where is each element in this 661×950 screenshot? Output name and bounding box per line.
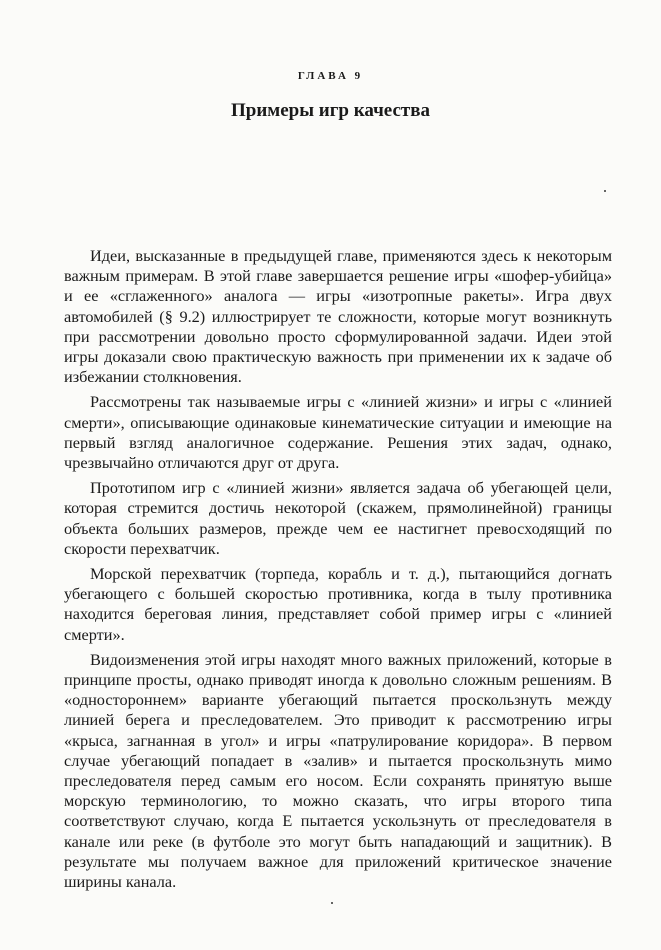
chapter-label: ГЛАВА 9 — [297, 70, 364, 82]
speck-mark — [604, 190, 606, 192]
paragraph: Рассмотрены так называемые игры с «линией жизни» и игры с «линией смерти», описывающие одинаковые кинематические ситуации и имеющие на первый взгляд аналогичное содержание. Решения этих задач, однако, чрезвычайно отличаются друг от друга. — [64, 392, 612, 473]
paragraph: Прототипом игр с «линией жизни» является задача об убегающей цели, которая стремится достичь некоторой (скажем, прямолинейной) границы объекта больших размеров, прежде чем ее настигнет превосходящий по скорости перехватчик. — [64, 478, 612, 558]
speck-mark — [331, 902, 333, 904]
body-text — [64, 246, 612, 897]
paragraph: Видоизменения этой игры находят много важных приложений, которые в принципе просты, однако приводят иногда к довольно сложным решениям. В «одностороннем» варианте убегающий пытается проскользнуть между линией берега и преследователем. Это приводит к рассмотрению игры «крыса, загнанная в угол» и игры «патрулирование коридора». В первом случае убегающий попадает в «залив» и пытается проскользнуть мимо преследователя перед самым его носом. Если сохранять принятую выше морскую терминологию, то можно сказать, что игры второго типа соответствуют случаю, когда E пытается ускользнуть от преследователя в канале или реке (в футболе это могут быть нападающий и защитник). В результате мы получаем важное для приложений критическое значение ширины канала. — [64, 649, 612, 892]
chapter-title: Примеры игр качества — [230, 100, 431, 121]
paragraph: Морской перехватчик (торпеда, корабль и т. д.), пытающийся догнать убегающего с большей скоростью противника, когда в тылу противника находится береговая линия, представляет собой пример игры с «линией смерти». — [64, 564, 612, 644]
paragraph: Идеи, высказанные в предыдущей главе, применяются здесь к некоторым важным примерам. В этой главе завершается решение игры «шофер-убийца» и ее «сглаженного» аналога — игры «изотропные ракеты». Игра двух автомобилей (§ 9.2) иллюстрирует те сложности, которые могут возникнуть при рассмотрении довольно просто сформулированной задачи. Идеи этой игры доказали свою практическую важность при применении их к задаче об избежании столкновения. — [64, 246, 612, 387]
